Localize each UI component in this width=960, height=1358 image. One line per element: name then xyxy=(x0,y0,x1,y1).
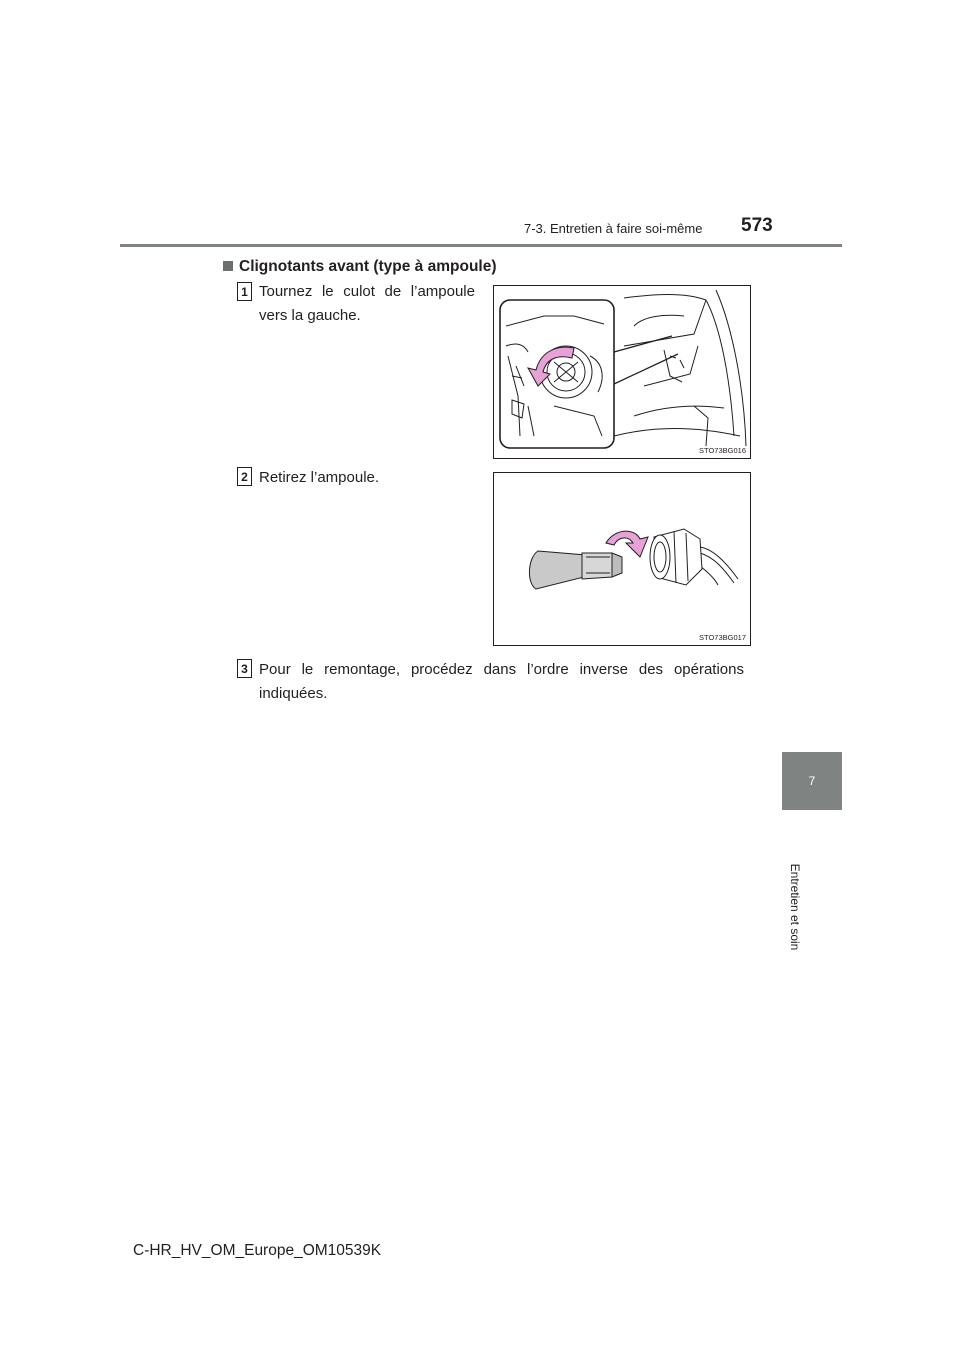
step-text-3: Pour le remontage, procédez dans l’ordre inverse des opérations indiquées. xyxy=(259,661,744,702)
document-code: C-HR_HV_OM_Europe_OM10539K xyxy=(133,1242,382,1259)
bulb-removal-illustration xyxy=(494,473,750,645)
figure-step-2 xyxy=(493,472,751,646)
chapter-label-text: Entretien et soin xyxy=(788,863,802,951)
step-number-1: 1 xyxy=(237,282,252,301)
step-number-2: 2 xyxy=(237,467,252,486)
section-title xyxy=(223,258,497,276)
square-bullet-icon xyxy=(223,261,233,271)
figure-code-2: STO73BG017 xyxy=(699,633,746,642)
page-number: 573 xyxy=(741,215,773,236)
chapter-number: 7 xyxy=(808,774,816,788)
header-rule xyxy=(120,244,842,247)
step-text-1: Tournez le culot de l’ampoule vers la gauche. xyxy=(259,283,475,324)
step-number-3: 3 xyxy=(237,659,252,678)
step-text-2: Retirez l’ampoule. xyxy=(259,469,380,486)
figure-step-1 xyxy=(493,285,751,459)
section-title-text: Clignotants avant (type à ampoule) xyxy=(239,258,497,275)
headlight-socket-illustration xyxy=(494,286,750,458)
chapter-tab xyxy=(782,752,842,810)
header-section-title: 7-3. Entretien à faire soi-même xyxy=(524,221,703,236)
figure-code-1: STO73BG016 xyxy=(699,446,746,455)
